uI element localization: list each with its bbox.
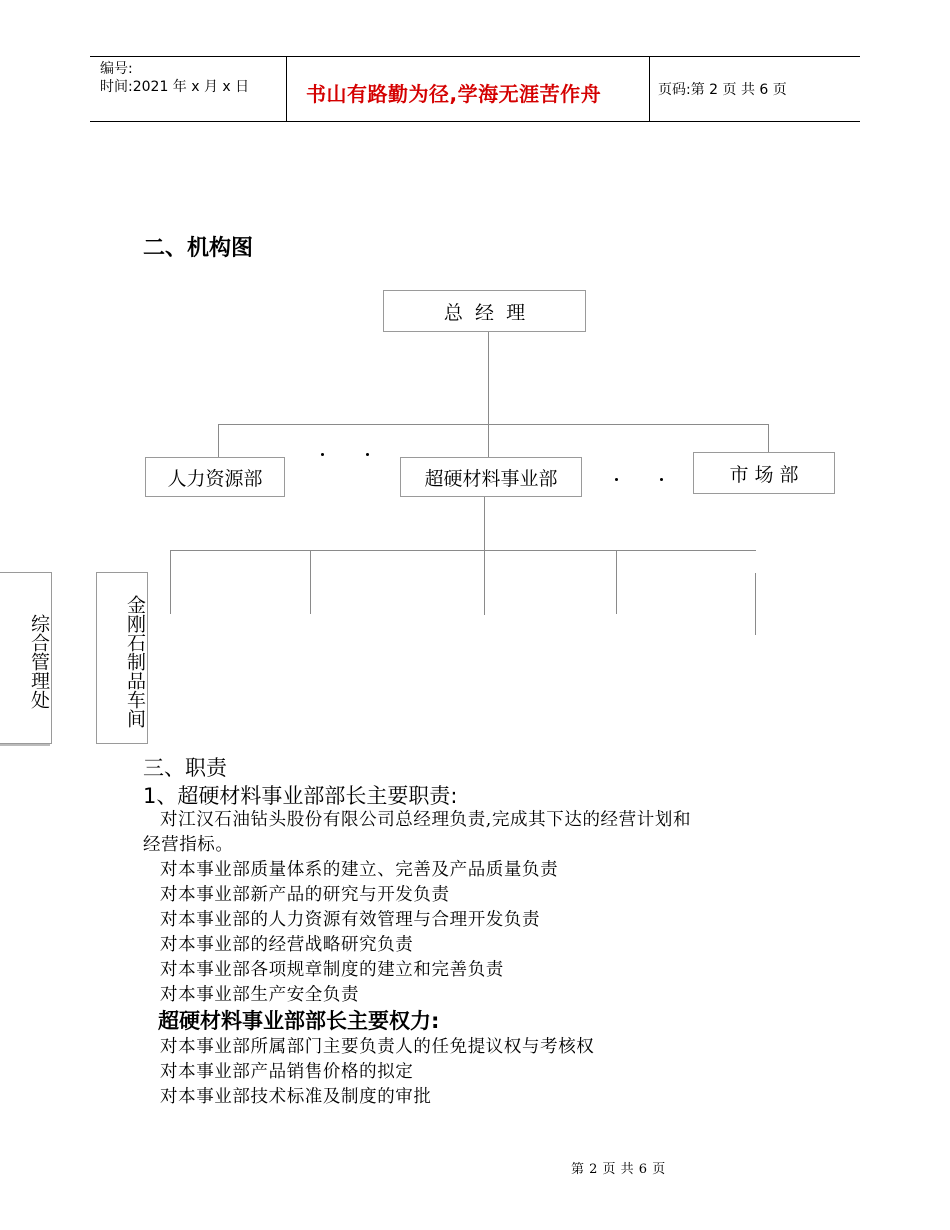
doc-time-label: 时间:2021 年 x 月 x 日	[100, 79, 250, 95]
org-connector-down	[484, 497, 485, 615]
duty-item: 对本事业部质量体系的建立、完善及产品质量负责	[160, 860, 559, 880]
org-label-general-admin: 综合管理处	[28, 613, 50, 709]
org-box-diamond-workshop	[96, 572, 148, 744]
org-box-hr	[145, 457, 285, 497]
org-label-general-manager: 总 经 理	[443, 301, 526, 324]
page-footer: 第 2 页 共 6 页	[571, 1162, 666, 1177]
org-label-market: 市 场 部	[729, 463, 799, 486]
duty-item: 对本事业部各项规章制度的建立和完善负责	[160, 960, 504, 980]
section-title-duties: 三、职责	[143, 756, 227, 780]
org-ellipsis-dot	[366, 453, 369, 456]
duty-item: 对本事业部的人力资源有效管理与合理开发负责	[160, 910, 541, 930]
org-connector-level2	[170, 550, 756, 551]
org-connector-branch	[755, 573, 756, 635]
org-box-general-manager	[383, 290, 586, 332]
subsection-title-powers: 超硬材料事业部部长主要权力:	[158, 1009, 440, 1033]
org-box-market	[693, 452, 835, 494]
duty-item: 对本事业部新产品的研究与开发负责	[160, 885, 450, 905]
org-ellipsis-dot	[615, 478, 618, 481]
org-label-diamond-workshop: 金刚石制品车间	[124, 594, 146, 728]
duty-item: 对本事业部生产安全负责	[160, 985, 360, 1005]
org-connector-branch	[616, 550, 617, 614]
header-top-rule	[90, 56, 860, 57]
org-connector-top	[488, 332, 489, 457]
header-page-number: 页码:第 2 页 共 6 页	[658, 82, 787, 98]
section-title-org-chart: 二、机构图	[143, 236, 254, 261]
org-connector-right	[768, 424, 769, 452]
org-connector-branch	[310, 550, 311, 614]
duty-item: 对本事业部的经营战略研究负责	[160, 935, 414, 955]
duty-paragraph-line: 经营指标。	[143, 835, 234, 855]
org-label-superhard: 超硬材料事业部	[424, 467, 558, 490]
org-ellipsis-dot	[321, 453, 324, 456]
org-connector-left	[218, 424, 219, 457]
org-ellipsis-dot	[660, 478, 663, 481]
subsection-title-duties: 1、超硬材料事业部部长主要职责:	[143, 784, 458, 808]
org-box-general-admin	[0, 572, 52, 744]
header-divider-right	[649, 56, 650, 122]
header-bottom-rule	[90, 121, 860, 122]
org-box-superhard	[400, 457, 582, 497]
power-item: 对本事业部所属部门主要负责人的任免提议权与考核权	[160, 1037, 595, 1057]
duty-paragraph-line: 对江汉石油钻头股份有限公司总经理负责,完成其下达的经营计划和	[160, 810, 692, 830]
power-item: 对本事业部技术标准及制度的审批	[160, 1087, 432, 1107]
doc-code-label: 编号:	[100, 61, 133, 77]
org-connector-branch	[170, 550, 171, 614]
org-label-hr: 人力资源部	[167, 467, 263, 490]
power-item: 对本事业部产品销售价格的拟定	[160, 1062, 414, 1082]
header-divider-left	[286, 56, 287, 122]
header-motto: 书山有路勤为径,学海无涯苦作舟	[306, 82, 602, 106]
org-connector-level1	[218, 424, 768, 425]
